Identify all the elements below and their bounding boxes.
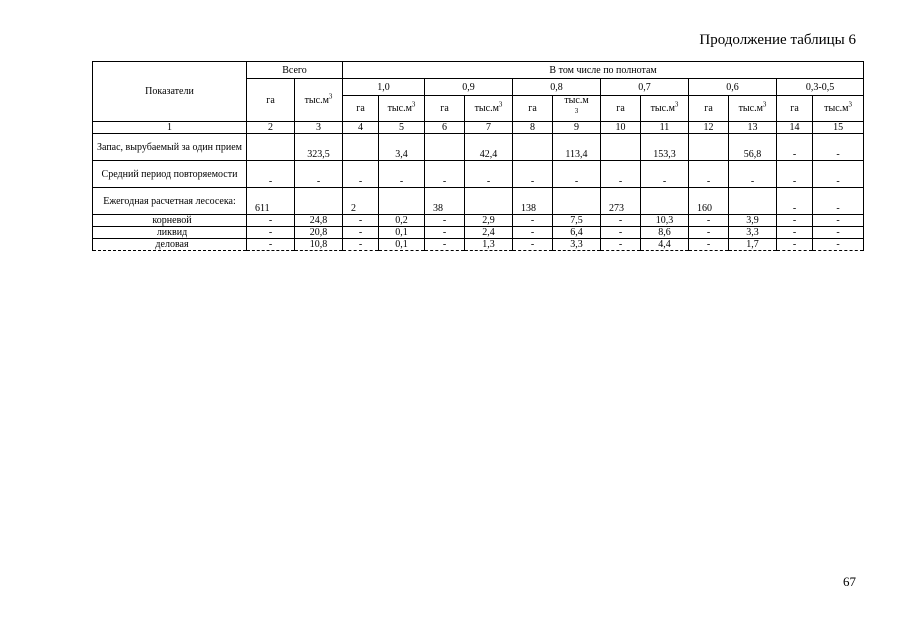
table-cell: 113,4 [553,134,601,161]
table-cell: - [777,215,813,227]
table-cell: - [601,239,641,251]
table-cell: 24,8 [295,215,343,227]
table-cell: - [425,215,465,227]
table-cell: - [813,215,864,227]
header-unit-vol: $тыс.м^3$ [813,96,864,122]
table-cell: 1,3 [465,239,513,251]
header-unit-ha: га [601,96,641,122]
column-number: 8 [513,122,553,134]
header-unit-ha: га [777,96,813,122]
table-cell: 2 [343,188,379,215]
table-cell: 6,4 [553,227,601,239]
header-unit-vol: тыс.м 3 [553,96,601,122]
column-number: 4 [343,122,379,134]
row-label: Ежегодная расчетная лесосека: [93,188,247,215]
table-cell: - [379,161,425,188]
header-density-1: 0,9 [425,79,513,96]
header-unit-ha: га [513,96,553,122]
table-cell: 138 [513,188,553,215]
table-row [93,161,864,188]
table-cell: - [295,161,343,188]
column-number: 11 [641,122,689,134]
column-number: 13 [729,122,777,134]
table-row [93,215,864,227]
table-cell: - [247,239,295,251]
table-cell: - [777,161,813,188]
header-unit-ha: га [425,96,465,122]
header-unit-vol: $тыс.м^3$ [729,96,777,122]
table-cell: - [729,161,777,188]
table-cell: - [689,161,729,188]
table-cell: 3,4 [379,134,425,161]
row-label: деловая [93,239,247,251]
data-table [92,61,864,251]
table-cell: - [601,161,641,188]
table-cell: 20,8 [295,227,343,239]
column-number: 7 [465,122,513,134]
table-cell: - [247,215,295,227]
table-cell [425,134,465,161]
table-cell [601,134,641,161]
table-cell: - [813,188,864,215]
row-label: Средний период повторяемости [93,161,247,188]
table-cell: - [601,227,641,239]
header-unit-vol: $тыс.м^3$ [465,96,513,122]
header-unit-vol: $тыс.м^3$ [295,79,343,122]
table-cell: 0,2 [379,215,425,227]
table-cell: 4,4 [641,239,689,251]
table-row [93,227,864,239]
table-cell: - [813,161,864,188]
table-cell: 1,7 [729,239,777,251]
row-label: корневой [93,215,247,227]
table-cell: - [513,239,553,251]
table-cell: - [425,227,465,239]
table-cell: 611 [247,188,295,215]
table-cell: - [343,215,379,227]
header-total: Всего [247,62,343,79]
table-cell: - [465,161,513,188]
column-number: 2 [247,122,295,134]
table-cell: 10,8 [295,239,343,251]
table-cell: - [425,239,465,251]
page-number: 67 [843,574,856,589]
table-cell: 273 [601,188,641,215]
header-unit-vol: $тыс.м^3$ [641,96,689,122]
table-cell: - [777,188,813,215]
table-cell: - [247,227,295,239]
table-cell: 56,8 [729,134,777,161]
table-cell: - [777,134,813,161]
header-indicators: Показатели [93,62,247,122]
table-row [93,134,864,161]
table-cell: - [689,239,729,251]
table-cell [553,188,601,215]
table-cell [343,134,379,161]
column-number: 6 [425,122,465,134]
header-by-density: В том числе по полнотам [343,62,864,79]
table-cell [379,188,425,215]
column-number: 10 [601,122,641,134]
table-cell: 7,5 [553,215,601,227]
header-density-0: 1,0 [343,79,425,96]
column-number: 15 [813,122,864,134]
header-density-5: 0,3-0,5 [777,79,864,96]
table-cell [247,134,295,161]
table-cell: - [813,134,864,161]
table-cell [465,188,513,215]
table-cell: 10,3 [641,215,689,227]
table-cell: 38 [425,188,465,215]
table-cell [689,134,729,161]
table-cell: - [513,215,553,227]
table-cell: - [513,227,553,239]
header-density-4: 0,6 [689,79,777,96]
table-cell: 3,9 [729,215,777,227]
table-cell: - [425,161,465,188]
table-cell: - [813,239,864,251]
table-cell: 8,6 [641,227,689,239]
row-label: ликвид [93,227,247,239]
table-cell: 0,1 [379,227,425,239]
table-cell: 2,9 [465,215,513,227]
table-cell: - [689,227,729,239]
table-cell: - [343,161,379,188]
header-density-2: 0,8 [513,79,601,96]
table-cell [513,134,553,161]
table-cell [641,188,689,215]
table-cell [729,188,777,215]
table-cell: - [689,215,729,227]
table-cell: 3,3 [553,239,601,251]
column-number: 12 [689,122,729,134]
table-cell: 2,4 [465,227,513,239]
table-cell: - [813,227,864,239]
table-cell: 323,5 [295,134,343,161]
column-number: 9 [553,122,601,134]
table-row [93,239,864,251]
header-unit-vol: $тыс.м^3$ [379,96,425,122]
table-cell: 160 [689,188,729,215]
column-number: 1 [93,122,247,134]
table-cell: - [601,215,641,227]
table-cell [295,188,343,215]
table-cell: - [247,161,295,188]
header-unit-ha: га [343,96,379,122]
table-cell: - [553,161,601,188]
header-density-3: 0,7 [601,79,689,96]
table-row [93,188,864,215]
header-unit-ha: га [247,79,295,122]
table-cell: - [777,239,813,251]
table-cell: 153,3 [641,134,689,161]
table-cell: 42,4 [465,134,513,161]
table-cell: - [777,227,813,239]
table-caption: Продолжение таблицы 6 [699,32,856,48]
table-cell: 0,1 [379,239,425,251]
header-unit-ha: га [689,96,729,122]
column-number: 14 [777,122,813,134]
table-cell: - [641,161,689,188]
table-cell: - [343,227,379,239]
table-cell: - [513,161,553,188]
table-cell: - [343,239,379,251]
row-label: Запас, вырубаемый за один прием [93,134,247,161]
table-cell: 3,3 [729,227,777,239]
column-number: 5 [379,122,425,134]
column-number: 3 [295,122,343,134]
